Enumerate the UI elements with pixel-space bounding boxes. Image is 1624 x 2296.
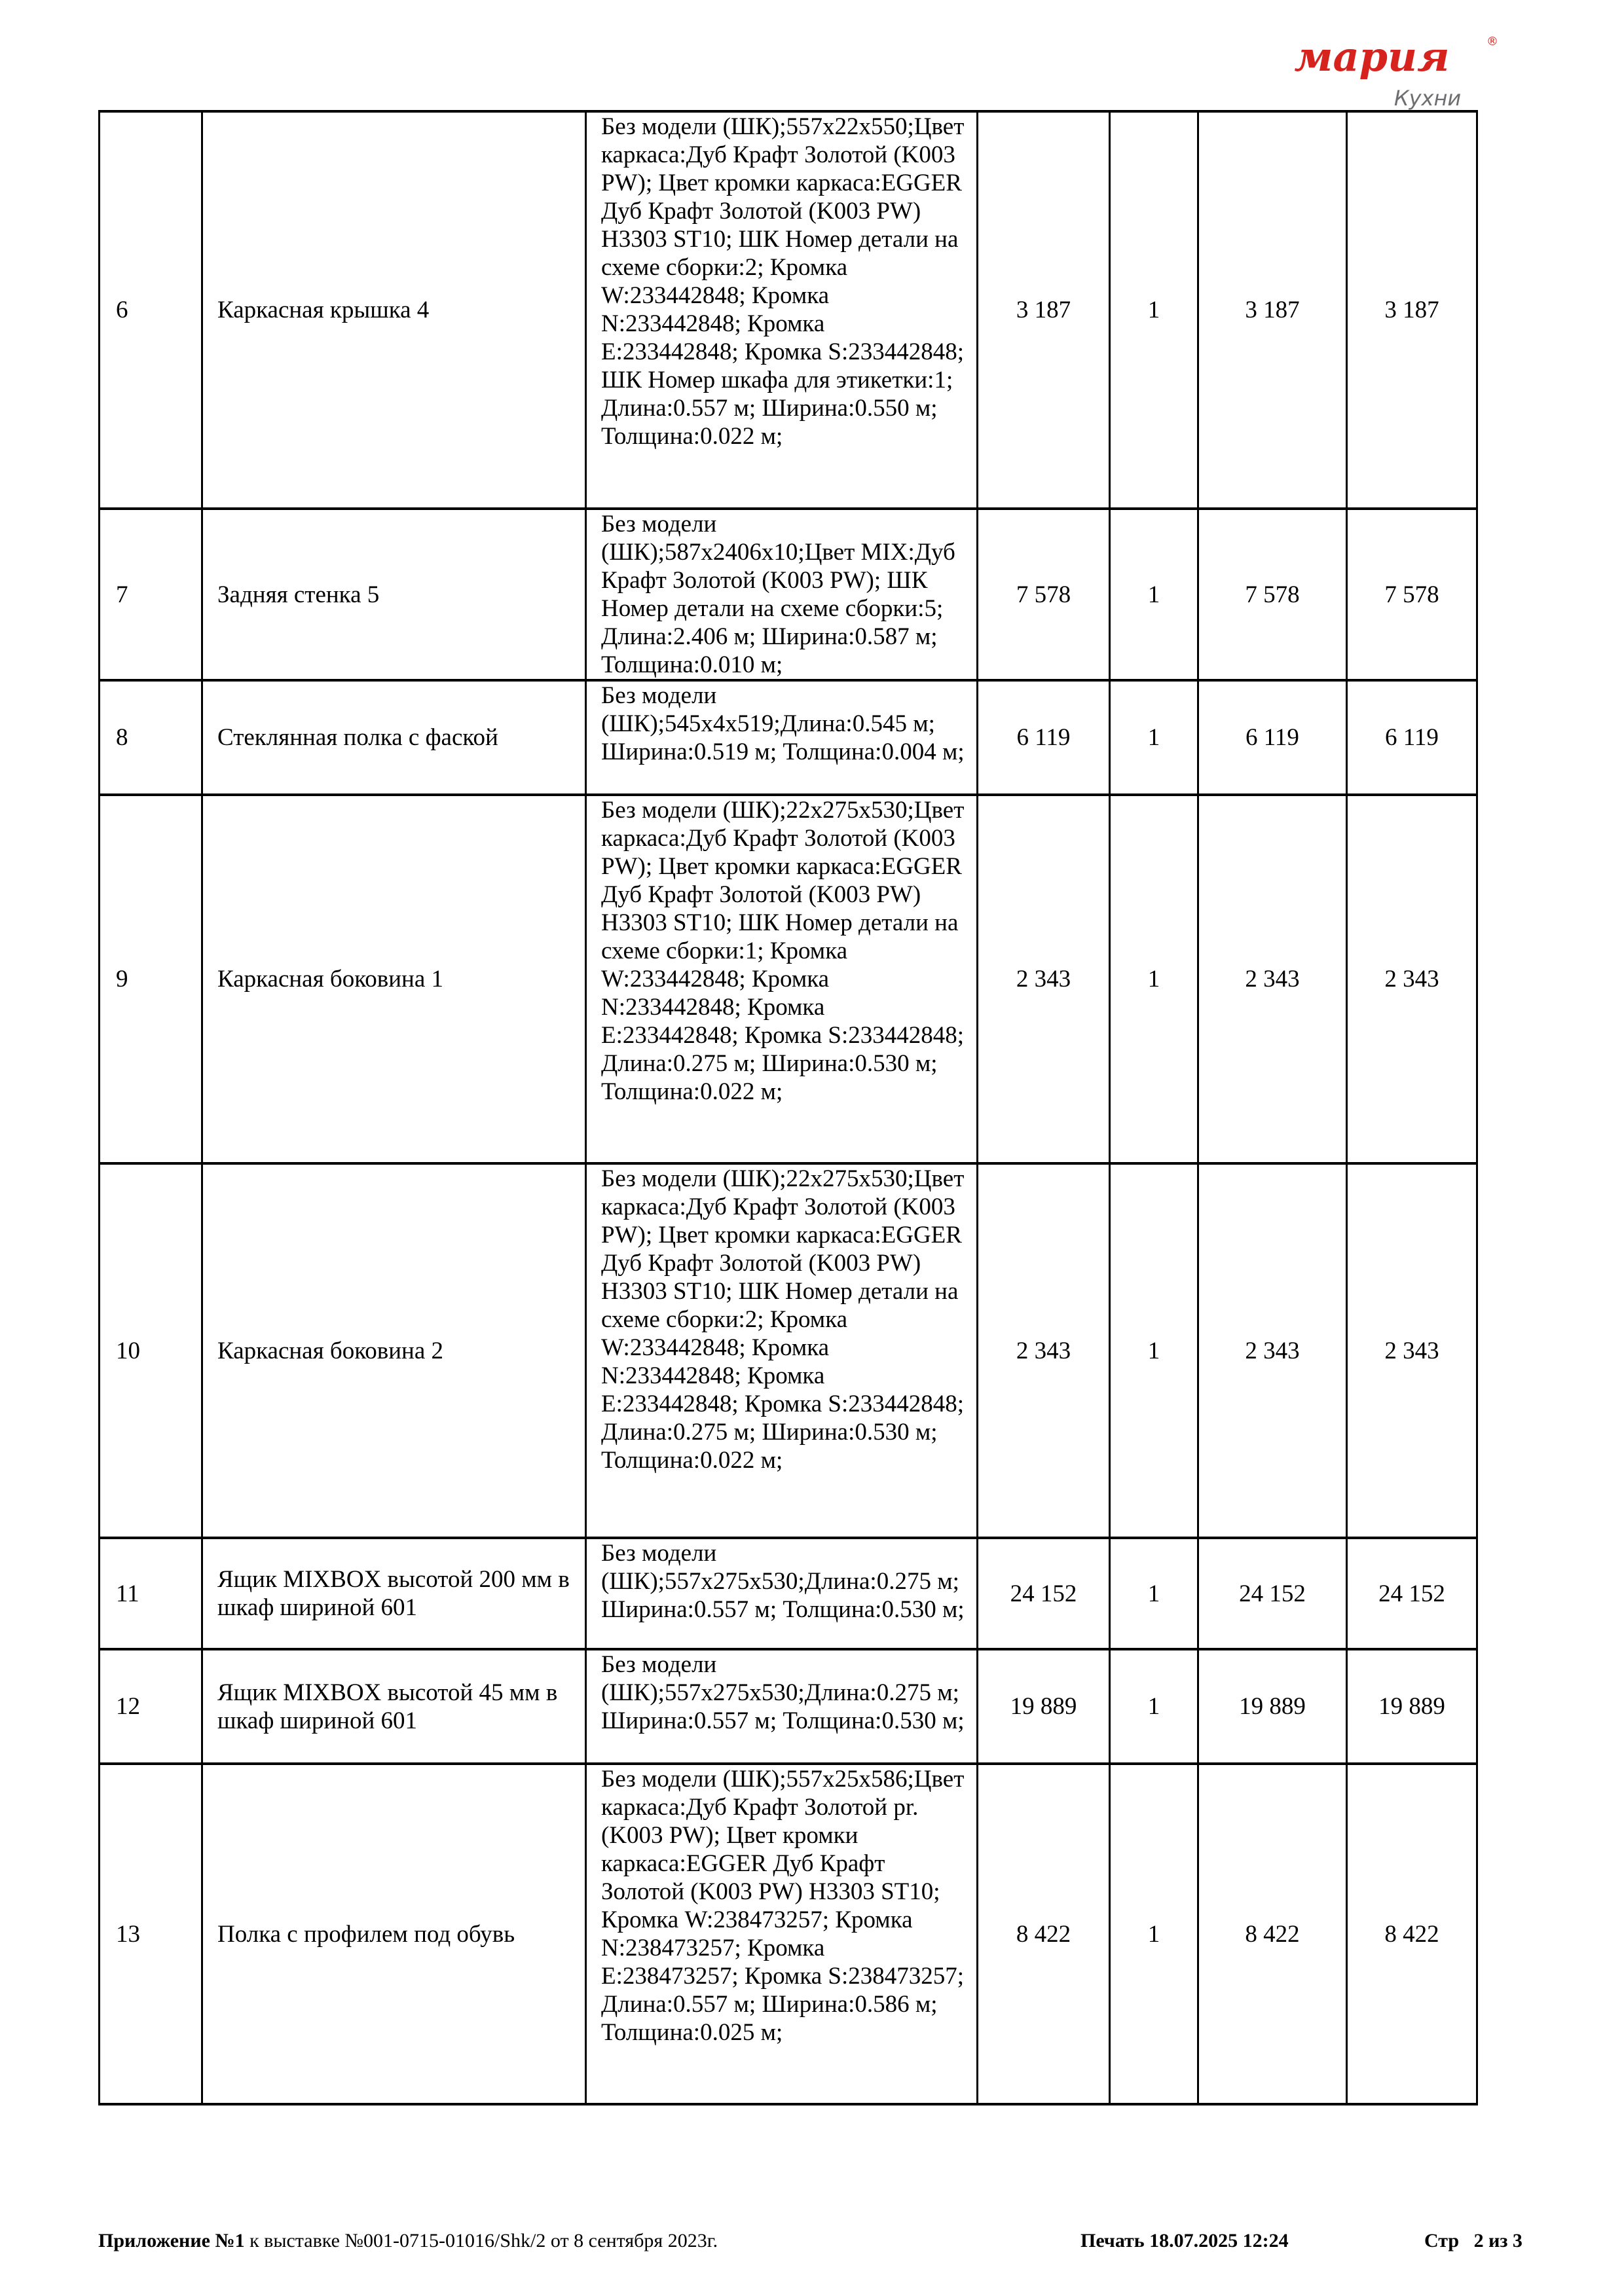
- item-description: Без модели (ШК);22x275x530;Цвет каркаса:Дуб Крафт Золотой (K003 PW); Цвет кромки каркаса:EGGER Дуб Крафт Золотой (K003 PW) H3303 ST10; ШК Номер детали на схеме сборки:2; Кромка W:233442848; Кромка N:233442848; Кромка E:233442848; Кромка S:233442848; Длина:0.275 м; Ширина:0.530 м; Толщина:0.022 м;: [586, 1163, 978, 1538]
- item-total: 7 578: [1347, 509, 1477, 680]
- footer-appendix-number: Приложение №1: [98, 2230, 245, 2251]
- item-name: Стеклянная полка с фаской: [202, 680, 586, 795]
- item-description: Без модели (ШК);22x275x530;Цвет каркаса:Дуб Крафт Золотой (K003 PW); Цвет кромки каркаса:EGGER Дуб Крафт Золотой (K003 PW) H3303 ST10; ШК Номер детали на схеме сборки:1; Кромка W:233442848; Кромка N:233442848; Кромка E:233442848; Кромка S:233442848; Длина:0.275 м; Ширина:0.530 м; Толщина:0.022 м;: [586, 795, 978, 1163]
- item-name: Каркасная боковина 1: [202, 795, 586, 1163]
- item-total: 2 343: [1347, 1163, 1477, 1538]
- item-price: 3 187: [978, 111, 1110, 509]
- item-quantity: 1: [1110, 1764, 1198, 2104]
- item-sum: 6 119: [1198, 680, 1347, 795]
- item-quantity: 1: [1110, 795, 1198, 1163]
- item-price: 2 343: [978, 795, 1110, 1163]
- row-number: 13: [100, 1764, 202, 2104]
- item-sum: 8 422: [1198, 1764, 1347, 2104]
- row-number: 6: [100, 111, 202, 509]
- item-name: Ящик MIXBOX высотой 200 мм в шкаф шириной 601: [202, 1538, 586, 1649]
- item-total: 6 119: [1347, 680, 1477, 795]
- item-quantity: 1: [1110, 680, 1198, 795]
- footer-page-number: [1424, 2229, 1522, 2253]
- item-total: 24 152: [1347, 1538, 1477, 1649]
- item-description: Без модели (ШК);557x275x530;Длина:0.275 м; Ширина:0.557 м; Толщина:0.530 м;: [586, 1538, 978, 1649]
- item-quantity: 1: [1110, 1163, 1198, 1538]
- item-total: 2 343: [1347, 795, 1477, 1163]
- registered-mark-icon: ®: [1486, 35, 1498, 48]
- row-number: 12: [100, 1649, 202, 1764]
- specification-table: [98, 110, 1478, 2105]
- item-price: 6 119: [978, 680, 1110, 795]
- table-row: [100, 1163, 1477, 1538]
- item-description: Без модели (ШК);557x25x586;Цвет каркаса:Дуб Крафт Золотой pr. (K003 PW); Цвет кромки каркаса:EGGER Дуб Крафт Золотой (K003 PW) H3303 ST10; Кромка W:238473257; Кромка N:238473257; Кромка E:238473257; Кромка S:238473257; Длина:0.557 м; Ширина:0.586 м; Толщина:0.025 м;: [586, 1764, 978, 2104]
- table-row: [100, 680, 1477, 795]
- item-sum: 2 343: [1198, 795, 1347, 1163]
- item-description: Без модели (ШК);587x2406x10;Цвет MIX:Дуб Крафт Золотой (K003 PW); ШК Номер детали на схеме сборки:5; Длина:2.406 м; Ширина:0.587 м; Толщина:0.010 м;: [586, 509, 978, 680]
- item-sum: 24 152: [1198, 1538, 1347, 1649]
- row-number: 11: [100, 1538, 202, 1649]
- table-row: [100, 1764, 1477, 2104]
- item-total: 8 422: [1347, 1764, 1477, 2104]
- item-name: Каркасная боковина 2: [202, 1163, 586, 1538]
- table-row: [100, 509, 1477, 680]
- item-quantity: 1: [1110, 111, 1198, 509]
- row-number: 7: [100, 509, 202, 680]
- table-row: [100, 1649, 1477, 1764]
- logo-subtitle: Кухни: [1393, 86, 1462, 111]
- item-price: 24 152: [978, 1538, 1110, 1649]
- item-name: Полка с профилем под обувь: [202, 1764, 586, 2104]
- item-price: 8 422: [978, 1764, 1110, 2104]
- item-quantity: 1: [1110, 509, 1198, 680]
- item-total: 19 889: [1347, 1649, 1477, 1764]
- item-name: Задняя стенка 5: [202, 509, 586, 680]
- footer-print-date: Печать 18.07.2025 12:24: [1080, 2230, 1289, 2251]
- footer-page-value: 2 из 3: [1473, 2230, 1522, 2251]
- item-sum: 2 343: [1198, 1163, 1347, 1538]
- footer-appendix-reference: к выставке №001-0715-01016/Shk/2 от 8 сентября 2023г.: [244, 2230, 718, 2251]
- item-price: 19 889: [978, 1649, 1110, 1764]
- item-sum: 19 889: [1198, 1649, 1347, 1764]
- logo-wordmark: мария: [1294, 33, 1450, 81]
- footer-page-label: Стр: [1424, 2230, 1460, 2251]
- item-total: 3 187: [1347, 111, 1477, 509]
- table-row: [100, 1538, 1477, 1649]
- item-quantity: 1: [1110, 1538, 1198, 1649]
- item-name: Ящик MIXBOX высотой 45 мм в шкаф шириной 601: [202, 1649, 586, 1764]
- table-row: [100, 111, 1477, 509]
- item-price: 2 343: [978, 1163, 1110, 1538]
- item-sum: 7 578: [1198, 509, 1347, 680]
- item-name: Каркасная крышка 4: [202, 111, 586, 509]
- row-number: 10: [100, 1163, 202, 1538]
- item-sum: 3 187: [1198, 111, 1347, 509]
- item-description: Без модели (ШК);557x275x530;Длина:0.275 м; Ширина:0.557 м; Толщина:0.530 м;: [586, 1649, 978, 1764]
- item-price: 7 578: [978, 509, 1110, 680]
- row-number: 8: [100, 680, 202, 795]
- item-description: Без модели (ШК);557x22x550;Цвет каркаса:Дуб Крафт Золотой (K003 PW); Цвет кромки каркаса:EGGER Дуб Крафт Золотой (K003 PW) H3303 ST10; ШК Номер детали на схеме сборки:2; Кромка W:233442848; Кромка N:233442848; Кромка E:233442848; Кромка S:233442848; ШК Номер шкафа для этикетки:1; Длина:0.557 м; Ширина:0.550 м; Толщина:0.022 м;: [586, 111, 978, 509]
- item-quantity: 1: [1110, 1649, 1198, 1764]
- footer-appendix: [98, 2229, 718, 2253]
- table-row: [100, 795, 1477, 1163]
- brand-logo: [1264, 34, 1526, 113]
- item-description: Без модели (ШК);545x4x519;Длина:0.545 м; Ширина:0.519 м; Толщина:0.004 м;: [586, 680, 978, 795]
- row-number: 9: [100, 795, 202, 1163]
